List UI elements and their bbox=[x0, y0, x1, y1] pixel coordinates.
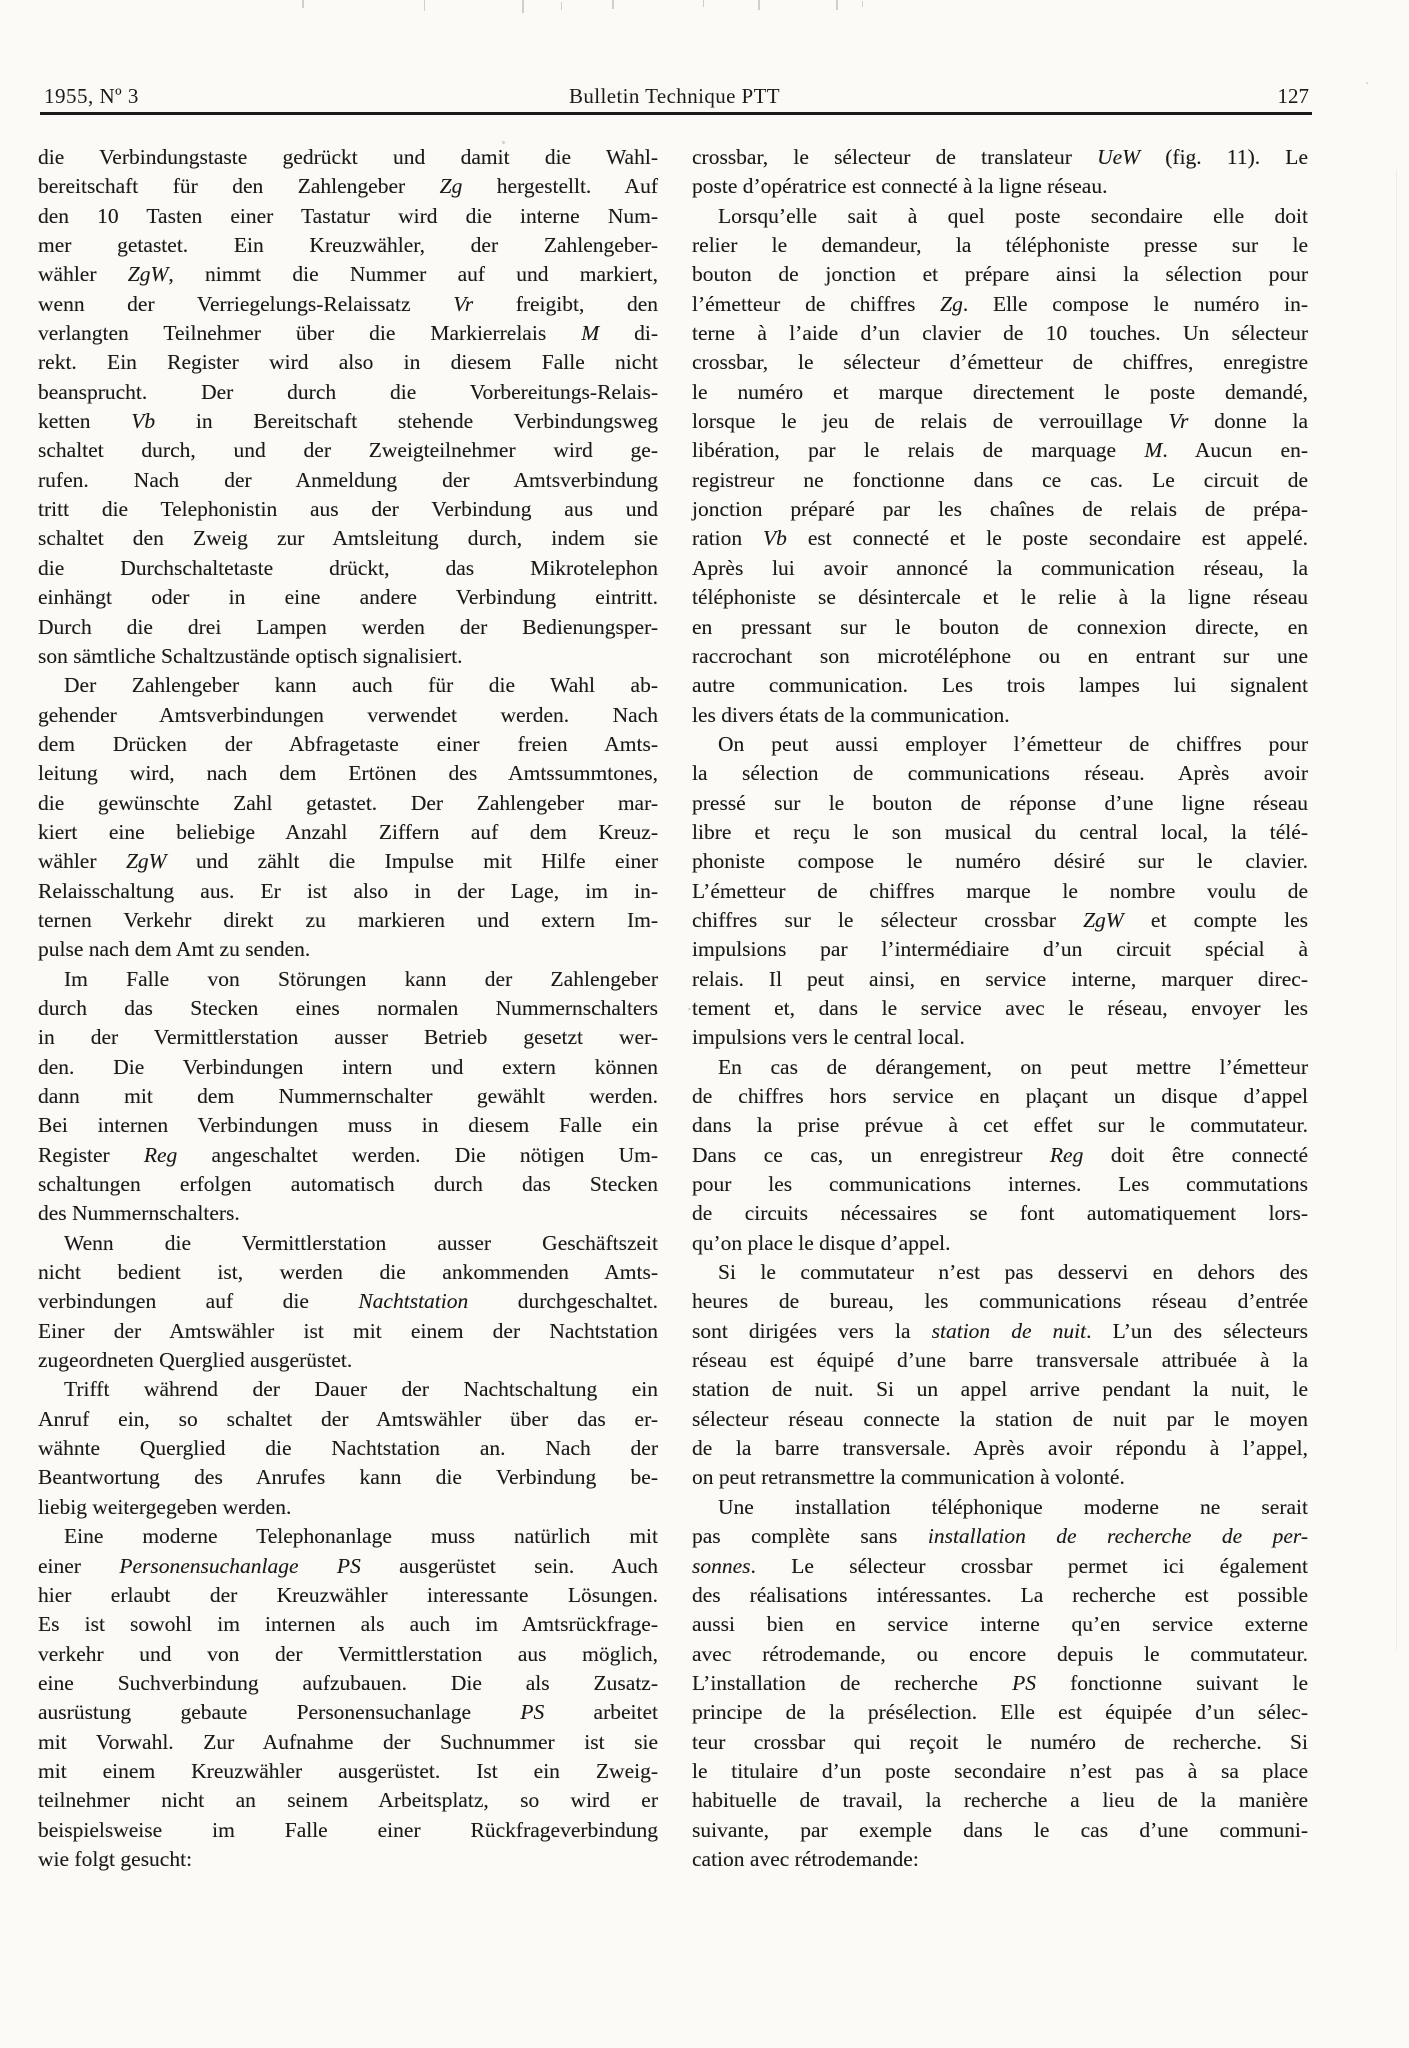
scan-artifact bbox=[302, 0, 304, 8]
paragraph bbox=[692, 1258, 1308, 1493]
text-line: die Verbindungstaste gedrückt und damit die Wahl- bbox=[38, 145, 658, 169]
text-line: raccrochant son microtéléphone ou en entrant sur une bbox=[692, 643, 1308, 668]
text-line: les divers états de la communication. bbox=[692, 702, 1010, 727]
page-header bbox=[0, 84, 1409, 112]
text-line: des réalisations intéressantes. La recherche est possible bbox=[692, 1582, 1308, 1607]
text-line: chiffres sur le sélecteur crossbar ZgW et compte les bbox=[692, 907, 1308, 932]
text-line: eine Suchverbindung aufzubauen. Die als Zusatz- bbox=[38, 1670, 658, 1695]
text-line: cation avec rétrodemande: bbox=[692, 1846, 919, 1871]
text-line: sélecteur réseau connecte la station de nuit par le moyen bbox=[692, 1406, 1308, 1431]
text-line: son sämtliche Schaltzustände optisch signalisiert. bbox=[38, 643, 463, 668]
text-line: tement et, dans le service avec le réseau, envoyer les bbox=[692, 995, 1308, 1020]
journal-issue: 1955, Nº 3 bbox=[44, 84, 139, 108]
text-line: wähler ZgW und zählt die Impulse mit Hilfe einer bbox=[38, 849, 658, 874]
text-line: aussi bien en service interne qu’en service externe bbox=[692, 1612, 1308, 1637]
paragraph bbox=[38, 1522, 658, 1874]
page-number: 127 bbox=[1277, 84, 1309, 108]
text-line: On peut aussi employer l’émetteur de chiffres pour bbox=[718, 731, 1308, 756]
text-line: L’installation de recherche PS fonctionne suivant le bbox=[692, 1670, 1308, 1695]
text-line: Einer der Amtswähler ist mit einem der Nachtstation bbox=[38, 1318, 658, 1343]
text-line: mer getastet. Ein Kreuzwähler, der Zahlengeber- bbox=[38, 233, 658, 258]
text-line: Beantwortung des Anrufes kann die Verbindung be- bbox=[38, 1465, 658, 1490]
journal-title: Bulletin Technique PTT bbox=[568, 84, 781, 108]
text-line: gehender Amtsverbindungen verwendet werden. Nach bbox=[38, 702, 658, 727]
text-line: terne à l’aide d’un clavier de 10 touches. Un sélecteur bbox=[692, 321, 1308, 346]
paragraph bbox=[692, 730, 1308, 1053]
text-line: heures de bureau, les communications réseau d’entrée bbox=[692, 1289, 1308, 1314]
text-line: den. Die Verbindungen intern und extern können bbox=[38, 1054, 658, 1079]
text-line: libre et reçu le son musical du central local, la télé- bbox=[692, 819, 1308, 844]
text-line: sonnes. Le sélecteur crossbar permet ici également bbox=[692, 1553, 1308, 1578]
text-line: Une installation téléphonique moderne ne serait bbox=[718, 1494, 1308, 1519]
text-line: le titulaire d’un poste secondaire n’est pas à sa place bbox=[692, 1758, 1308, 1783]
scan-artifact bbox=[561, 2, 562, 10]
text-line: dann mit dem Nummernschalter gewählt werden. bbox=[38, 1084, 658, 1108]
text-line: avec rétrodemande, ou encore depuis le commutateur. bbox=[692, 1641, 1308, 1666]
text-line: on peut retransmettre la communication à volonté. bbox=[692, 1465, 1125, 1490]
text-line: station de nuit. Si un appel arrive pendant la nuit, le bbox=[692, 1377, 1308, 1402]
text-line: leitung wird, nach dem Ertönen des Amtssummtones, bbox=[38, 761, 658, 786]
text-line: de la barre transversale. Après avoir répondu à l’appel, bbox=[692, 1436, 1308, 1461]
text-line: Après lui avoir annoncé la communication réseau, la bbox=[692, 555, 1308, 580]
text-line: jonction préparé par les chaînes de relais de prépa- bbox=[692, 497, 1308, 522]
text-line: mit Vorwahl. Zur Aufnahme der Suchnummer ist sie bbox=[38, 1729, 658, 1754]
scan-artifact bbox=[1396, 170, 1397, 1650]
text-line: tritt die Telephonistin aus der Verbindung aus und bbox=[38, 497, 658, 522]
text-line: zugeordneten Querglied ausgerüstet. bbox=[38, 1348, 353, 1373]
paragraph bbox=[38, 1229, 658, 1376]
text-line: impulsions vers le central local. bbox=[692, 1025, 965, 1050]
header-rule bbox=[40, 112, 1312, 115]
text-line: Register Reg angeschaltet werden. Die nötigen Um- bbox=[38, 1142, 658, 1167]
text-line: wähler ZgW, nimmt die Nummer auf und markiert, bbox=[38, 262, 658, 287]
text-line: Trifft während der Dauer der Nachtschaltung ein bbox=[64, 1377, 658, 1402]
scan-artifact bbox=[612, 0, 614, 9]
text-line: libération, par le relais de marquage M. Aucun en- bbox=[692, 438, 1308, 463]
text-line: réseau est équipé d’une barre transversale attribuée à la bbox=[692, 1348, 1308, 1373]
text-line: kiert eine beliebige Anzahl Ziffern auf dem Kreuz- bbox=[38, 819, 658, 844]
text-line: die gewünschte Zahl getastet. Der Zahlengeber mar- bbox=[38, 790, 658, 815]
paragraph bbox=[692, 143, 1308, 202]
text-line: nicht bedient ist, werden die ankommenden Amts- bbox=[38, 1260, 658, 1285]
text-line: Im Falle von Störungen kann der Zahlengeber bbox=[64, 966, 658, 991]
text-line: Anruf ein, so schaltet der Amtswähler über das er- bbox=[38, 1406, 658, 1431]
text-line: habituelle de travail, la recherche a lieu de la manière bbox=[692, 1788, 1308, 1813]
text-line: des Nummernschalters. bbox=[38, 1201, 240, 1226]
text-line: Eine moderne Telephonanlage muss natürlich mit bbox=[64, 1524, 658, 1549]
scan-artifact bbox=[688, 1008, 691, 1010]
text-line: einhängt oder in eine andere Verbindung eintritt. bbox=[38, 585, 658, 610]
text-line: en pressant sur le bouton de connexion directe, en bbox=[692, 614, 1308, 639]
text-line: teilnehmer nicht an seinem Arbeitsplatz, so wird er bbox=[38, 1788, 658, 1813]
text-line: poste d’opératrice est connecté à la ligne réseau. bbox=[692, 174, 1108, 199]
text-line: beispielsweise im Falle einer Rückfrageverbindung bbox=[38, 1817, 658, 1842]
paragraph bbox=[692, 1493, 1308, 1874]
text-line: de circuits nécessaires se font automatiquement lors- bbox=[692, 1201, 1308, 1226]
text-line: wähnte Querglied die Nachtstation an. Nach der bbox=[38, 1436, 658, 1461]
text-line: Durch die drei Lampen werden der Bedienungsper- bbox=[38, 614, 658, 639]
text-line: Lorsqu’elle sait à quel poste secondaire elle doit bbox=[718, 203, 1308, 228]
text-line: durch das Stecken eines normalen Nummernschalters bbox=[38, 995, 658, 1020]
paragraph bbox=[38, 671, 658, 964]
paragraph bbox=[692, 202, 1308, 730]
text-line: pulse nach dem Amt zu senden. bbox=[38, 937, 311, 962]
text-line: in der Vermittlerstation ausser Betrieb gesetzt wer- bbox=[38, 1025, 658, 1050]
text-line: verkehr und von der Vermittlerstation aus möglich, bbox=[38, 1641, 658, 1666]
text-line: L’émetteur de chiffres marque le nombre voulu de bbox=[692, 878, 1308, 903]
text-line: ration Vb est connecté et le poste secondaire est appelé. bbox=[692, 526, 1308, 551]
paragraph bbox=[38, 143, 658, 671]
text-line: l’émetteur de chiffres Zg. Elle compose le numéro in- bbox=[692, 291, 1308, 316]
text-line: crossbar, le sélecteur de translateur UeW (fig. 11). Le bbox=[692, 145, 1308, 169]
text-line: la sélection de communications réseau. Après avoir bbox=[692, 761, 1308, 786]
scan-artifact bbox=[758, 0, 760, 10]
text-line: Der Zahlengeber kann auch für die Wahl ab- bbox=[64, 673, 658, 698]
text-line: ketten Vb in Bereitschaft stehende Verbindungsweg bbox=[38, 409, 658, 434]
text-line: En cas de dérangement, on peut mettre l’émetteur bbox=[718, 1054, 1308, 1079]
text-line: sont dirigées vers la station de nuit. L’un des sélecteurs bbox=[692, 1318, 1308, 1343]
text-line: principe de la présélection. Elle est équipée d’un sélec- bbox=[692, 1700, 1308, 1725]
scan-artifact bbox=[424, 0, 425, 11]
text-line: mit einem Kreuzwähler ausgerüstet. Ist ein Zweig- bbox=[38, 1758, 658, 1783]
text-line: Dans ce cas, un enregistreur Reg doit être connecté bbox=[692, 1142, 1309, 1167]
text-line: lorsque le jeu de relais de verrouillage Vr donne la bbox=[692, 409, 1308, 434]
text-line: verbindungen auf die Nachtstation durchgeschaltet. bbox=[38, 1289, 659, 1314]
text-line: Bei internen Verbindungen muss in diesem Falle ein bbox=[38, 1113, 658, 1138]
text-line: schaltet durch, und der Zweigteilnehmer wird ge- bbox=[38, 438, 658, 463]
text-line: ausrüstung gebaute Personensuchanlage PS arbeitet bbox=[38, 1700, 659, 1725]
text-line: Relaisschaltung aus. Er ist also in der Lage, im in- bbox=[38, 878, 658, 903]
text-line: le numéro et marque directement le poste demandé, bbox=[692, 379, 1308, 404]
text-line: dem Drücken der Abfragetaste einer freien Amts- bbox=[38, 731, 658, 756]
text-line: dans la prise prévue à cet effet sur le commutateur. bbox=[692, 1113, 1308, 1138]
text-line: bouton de jonction et prépare ainsi la sélection pour bbox=[692, 262, 1308, 287]
text-line: Wenn die Vermittlerstation ausser Geschäftszeit bbox=[64, 1230, 658, 1255]
text-line: rekt. Ein Register wird also in diesem Falle nicht bbox=[38, 350, 658, 375]
text-line: qu’on place le disque d’appel. bbox=[692, 1230, 951, 1255]
text-line: ternen Verkehr direkt zu markieren und extern Im- bbox=[38, 907, 658, 932]
paragraph bbox=[38, 965, 658, 1229]
text-column-right bbox=[692, 143, 1308, 1874]
text-line: wie folgt gesucht: bbox=[38, 1846, 193, 1871]
paragraph bbox=[692, 1053, 1308, 1258]
paragraph bbox=[38, 1375, 658, 1522]
text-column-left bbox=[38, 143, 658, 1874]
text-line: Si le commutateur n’est pas desservi en dehors des bbox=[718, 1260, 1308, 1285]
text-line: bereitschaft für den Zahlengeber Zg hergestellt. Auf bbox=[38, 174, 658, 199]
scan-artifact bbox=[836, 0, 838, 10]
text-line: schaltet den Zweig zur Amtsleitung durch, indem sie bbox=[38, 526, 658, 551]
text-line: Es ist sowohl im internen als auch im Amtsrückfrage- bbox=[38, 1612, 658, 1637]
text-line: téléphoniste se désintercale et le relie à la ligne réseau bbox=[692, 585, 1308, 610]
text-line: impulsions par l’intermédiaire d’un circuit spécial à bbox=[692, 937, 1308, 962]
text-line: autre communication. Les trois lampes lui signalent bbox=[692, 673, 1308, 698]
text-line: beansprucht. Der durch die Vorbereitungs-Relais- bbox=[38, 379, 658, 404]
text-line: einer Personensuchanlage PS ausgerüstet sein. Auch bbox=[38, 1553, 658, 1578]
text-line: hier erlaubt der Kreuzwähler interessante Lösungen. bbox=[38, 1582, 658, 1607]
text-line: crossbar, le sélecteur d’émetteur de chiffres, enregistre bbox=[692, 350, 1308, 375]
text-line: registreur ne fonctionne dans ce cas. Le circuit de bbox=[692, 467, 1308, 492]
text-line: den 10 Tasten einer Tastatur wird die interne Num- bbox=[38, 203, 658, 228]
text-line: pressé sur le bouton de réponse d’une ligne réseau bbox=[692, 790, 1308, 815]
text-line: verlangten Teilnehmer über die Markierrelais M di- bbox=[38, 321, 658, 346]
text-line: relier le demandeur, la téléphoniste presse sur le bbox=[692, 233, 1308, 258]
scan-artifact bbox=[862, 1, 863, 7]
text-line: pas complète sans installation de recherche de per- bbox=[692, 1524, 1308, 1549]
text-line: de chiffres hors service en plaçant un disque d’appel bbox=[692, 1084, 1308, 1108]
text-line: wenn der Verriegelungs-Relaissatz Vr freigibt, den bbox=[38, 291, 658, 316]
scan-artifact bbox=[522, 0, 524, 13]
text-line: teur crossbar qui reçoit le numéro de recherche. Si bbox=[692, 1729, 1308, 1754]
text-line: die Durchschaltetaste drückt, das Mikrotelephon bbox=[38, 555, 658, 580]
text-line: phoniste compose le numéro désiré sur le clavier. bbox=[692, 849, 1308, 874]
text-line: pour les communications internes. Les commutations bbox=[692, 1172, 1308, 1197]
text-line: schaltungen erfolgen automatisch durch das Stecken bbox=[38, 1172, 658, 1197]
text-line: suivante, par exemple dans le cas d’une communi- bbox=[692, 1817, 1308, 1842]
text-line: liebig weitergegeben werden. bbox=[38, 1494, 292, 1519]
text-line: relais. Il peut ainsi, en service interne, marquer direc- bbox=[692, 966, 1308, 991]
text-line: rufen. Nach der Anmeldung der Amtsverbindung bbox=[38, 467, 658, 492]
scan-artifact bbox=[703, 0, 704, 7]
